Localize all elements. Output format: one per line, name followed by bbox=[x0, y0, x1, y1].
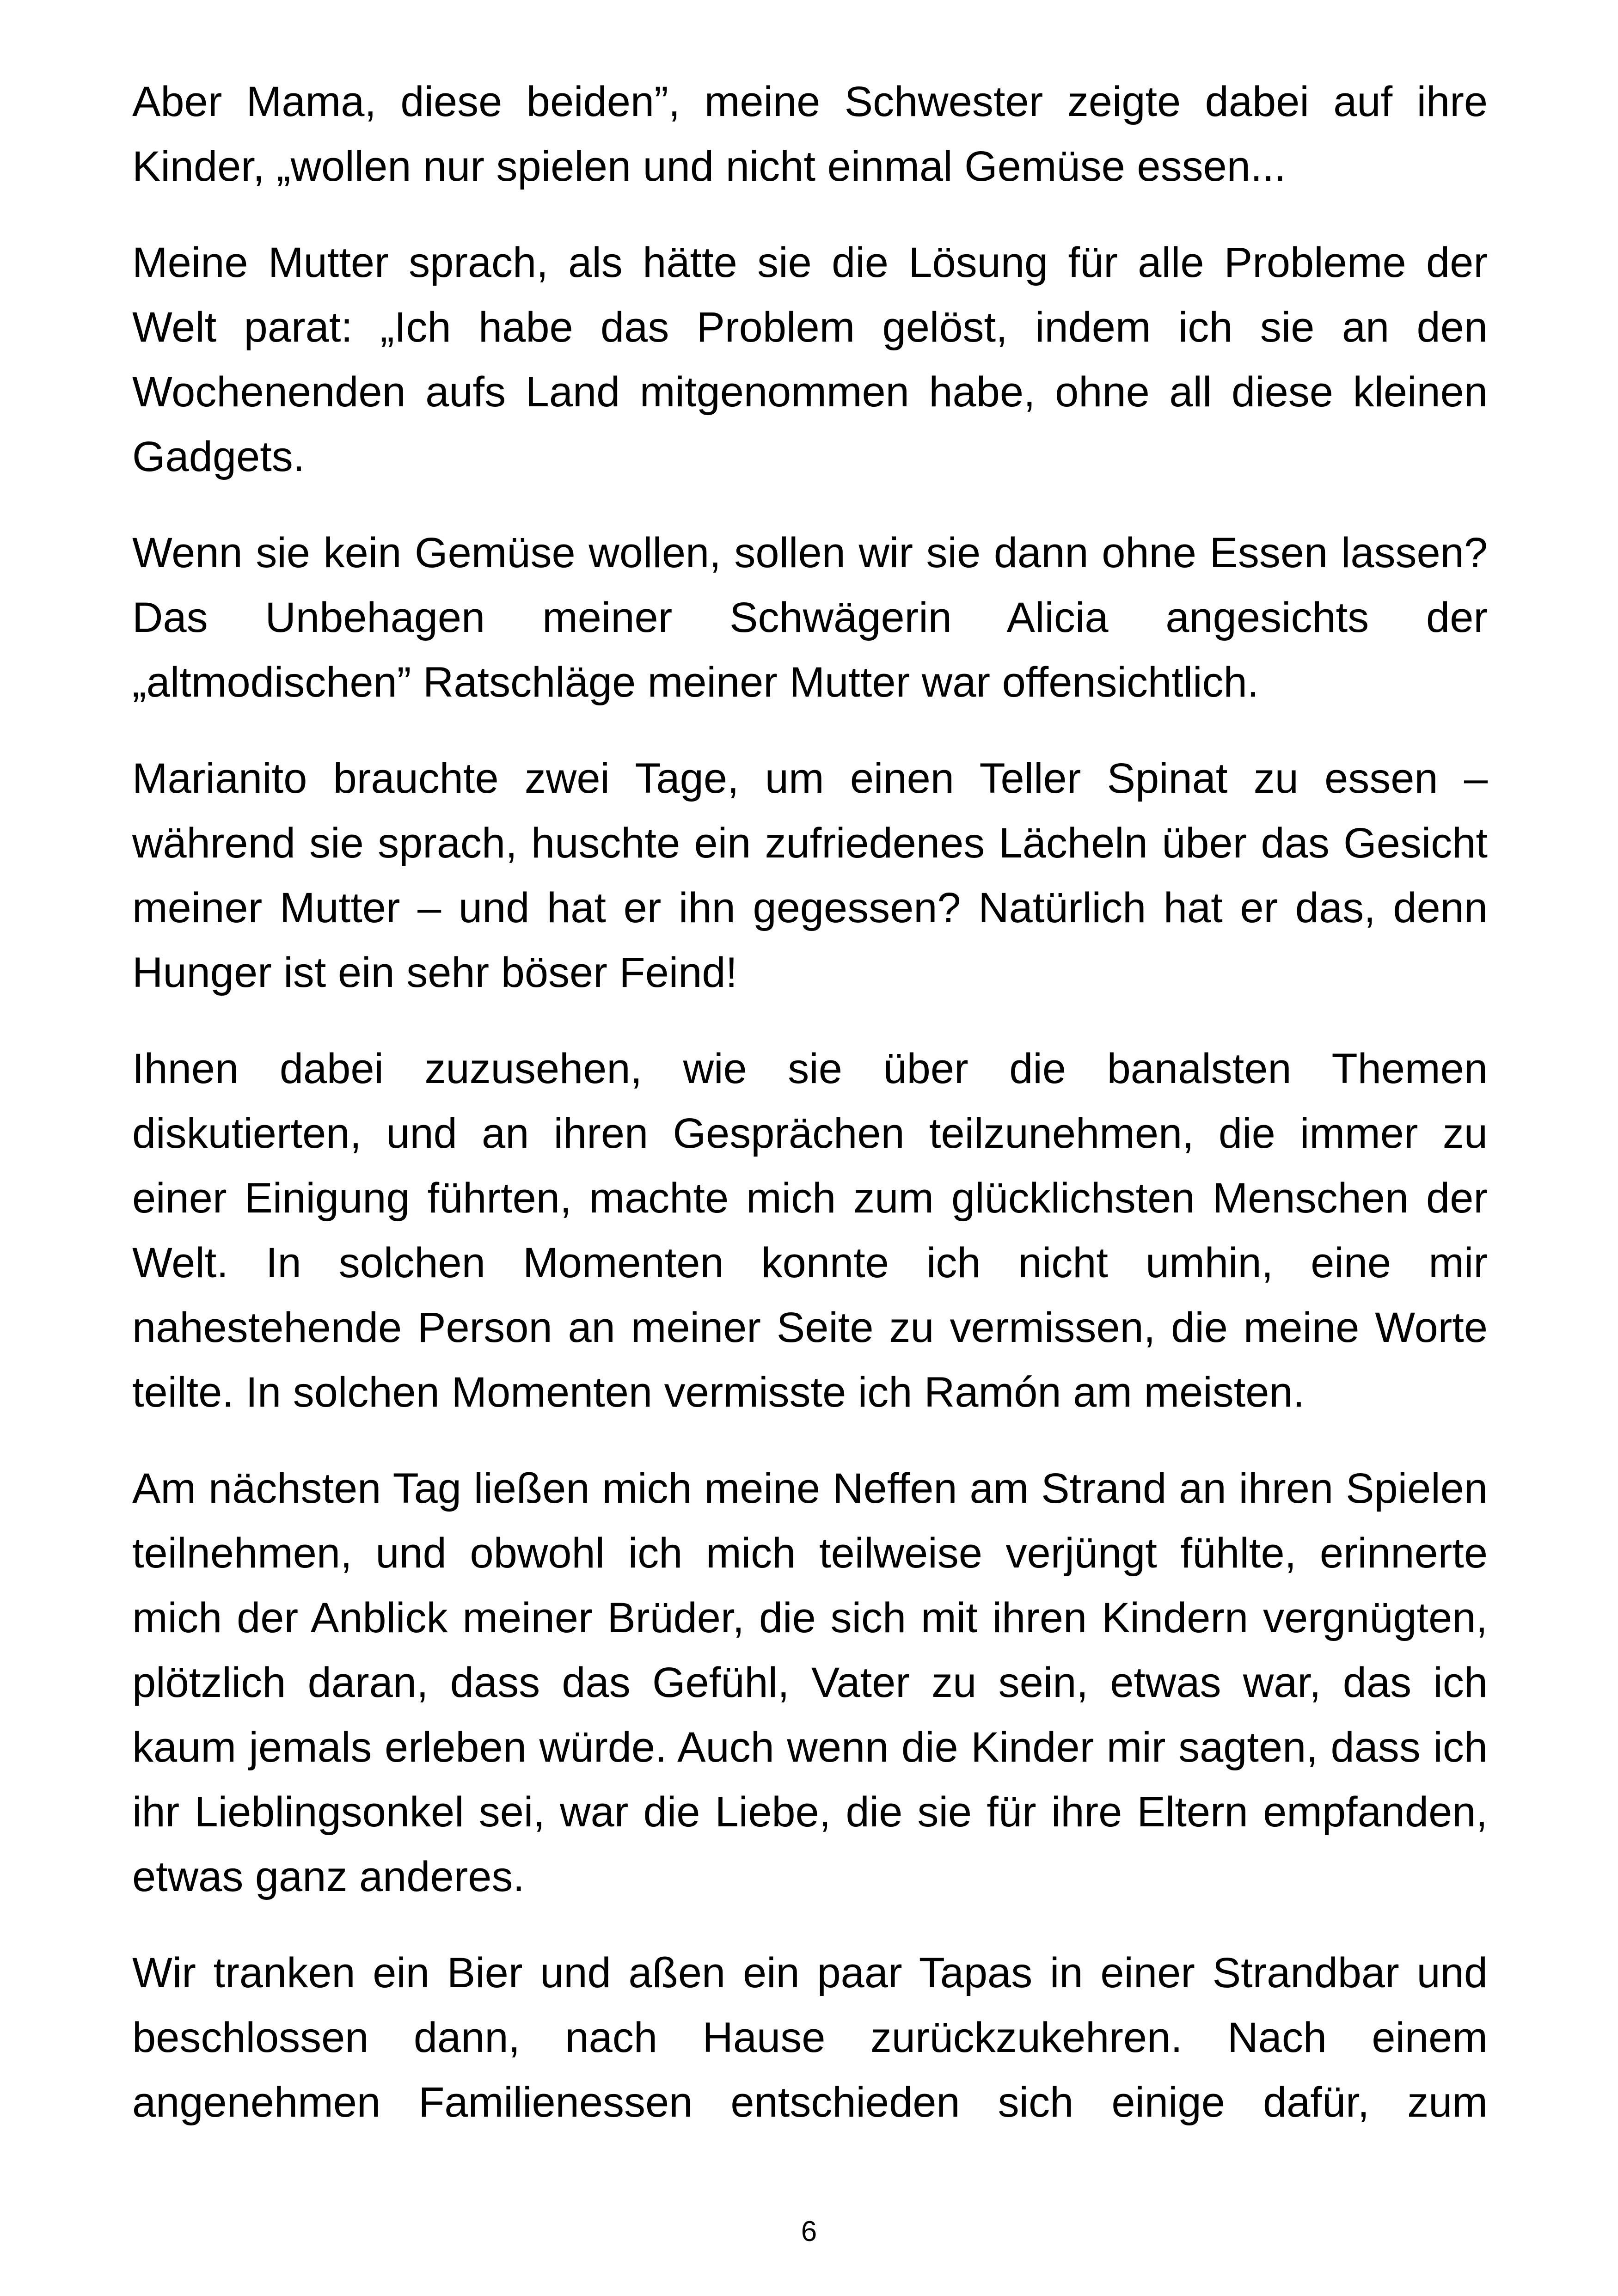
paragraph-6: Am nächsten Tag ließen mich meine Neffen am Strand an ihren Spielen teilnehmen, und obwohl ich mich teilweise verjüngt fühlte, erinnerte mich der Anblick meiner Brüder, die sich mit ihren Kindern vergnügten, plötzlich daran, dass das Gefühl, Vater zu sein, etwas war, das ich kaum jemals erleben würde. Auch wenn die Kinder mir sagten, dass ich ihr Lieblingsonkel sei, war die Liebe, die sie für ihre Eltern empfanden, etwas ganz anderes. bbox=[132, 1465, 1488, 1900]
body-text bbox=[132, 69, 1488, 2166]
paragraph-1: Aber Mama, diese beiden”, meine Schwester zeigte dabei auf ihre Kinder, „wollen nur spielen und nicht einmal Gemüse essen... bbox=[132, 78, 1488, 190]
page-number: 6 bbox=[801, 2216, 817, 2247]
paragraph-4: Marianito brauchte zwei Tage, um einen Teller Spinat zu essen – während sie sprach, huschte ein zufriedenes Lächeln über das Gesicht meiner Mutter – und hat er ihn gegessen? Natürlich hat er das, denn Hunger ist ein sehr böser Feind! bbox=[132, 755, 1488, 996]
paragraph-2: Meine Mutter sprach, als hätte sie die Lösung für alle Probleme der Welt parat: „Ich habe das Problem gelöst, indem ich sie an den Wochenenden aufs Land mitgenommen habe, ohne all diese kleinen Gadgets. bbox=[132, 239, 1488, 480]
paragraph-7: Wir tranken ein Bier und aßen ein paar Tapas in einer Strandbar und beschlossen dann, nach Hause zurückzukehren. Nach einem angenehmen Familienessen entschieden sich einige dafür, zum bbox=[132, 1949, 1488, 2126]
paragraph-3: Wenn sie kein Gemüse wollen, sollen wir sie dann ohne Essen lassen? Das Unbehagen meiner Schwägerin Alicia angesichts der „altmodischen” Ratschläge meiner Mutter war offensichtlich. bbox=[132, 529, 1488, 706]
paragraph-5: Ihnen dabei zuzusehen, wie sie über die banalsten Themen diskutierten, und an ihren Gesprächen teilzunehmen, die immer zu einer Einigung führten, machte mich zum glücklichsten Menschen der Welt. In solchen Momenten konnte ich nicht umhin, eine mir nahestehende Person an meiner Seite zu vermissen, die meine Worte teilte. In solchen Momenten vermisste ich Ramón am meisten. bbox=[132, 1045, 1488, 1416]
